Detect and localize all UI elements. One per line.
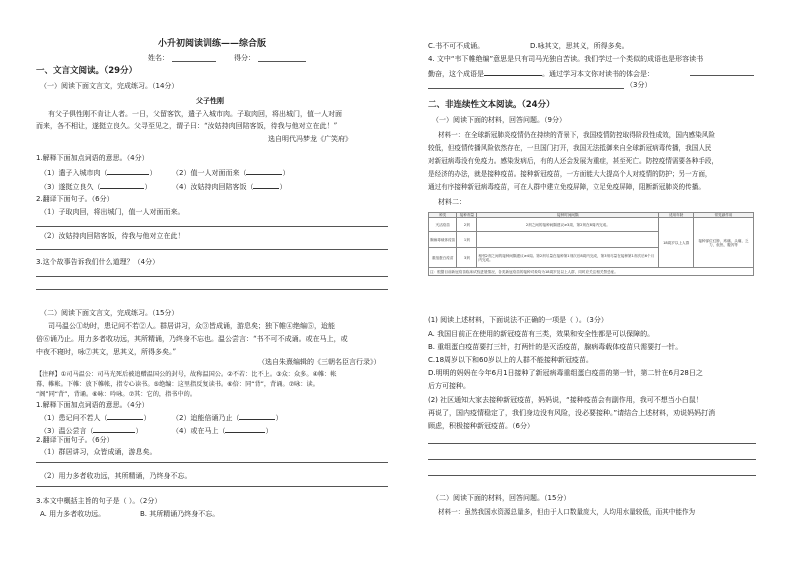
answer-line[interactable] — [428, 475, 756, 476]
material1-line: 较低，但疫情传播风险依然存在，一旦国门打开，我国无法抵御来自全球新冠病毒传播，我国人民 — [428, 144, 712, 152]
s1-question-2-line: 再说了，国内疫情稳定了，我们身边没有风险，没必要接种。”请结合上述材料，劝说妈妈打消 — [428, 409, 716, 417]
score-blank[interactable] — [258, 61, 306, 62]
answer-line[interactable] — [36, 226, 388, 227]
passage1-line: 有父子俱性刚不肯让人者。一日，父留客饮，遣子入城市肉。子取肉回，将出城门，值一人对面 — [48, 110, 342, 118]
table-note: 注：根据目前新冠疫苗临床试验进展情况，各类新冠疫苗的接种对象均为18周岁及以上人群，同时应关注相关禁忌症。 — [429, 268, 754, 276]
passage1-heading: （一）阅读下面文言文，完成练习。（14分） — [40, 82, 179, 90]
s1-question-2-line: 顾虑，积极接种新冠疫苗。（6分） — [428, 422, 534, 430]
section2-heading: 二、非连续性文本阅读。（24分） — [428, 100, 555, 110]
passage2-note: 幕、帷帐。下帷：放下帷帐，指专心读书。⑤绝编：这里指反复读书。⑥倍：同“背”，背诵。⑦咏：读。 — [36, 381, 319, 388]
p2-q4-line: 勤奋，这个成语是 。通过学习本文你对读书的体会是： — [428, 70, 654, 78]
p2-q2-sentence: （1）群居讲习，众皆成诵，游息矣。 — [40, 448, 157, 456]
answer-line[interactable] — [36, 276, 388, 277]
table-header-cell: 常见副作用 — [694, 213, 754, 218]
material1-line: 通过有序接种新冠病毒疫苗，可在人群中建立免疫屏障，立足免疫屏障，阻断新冠肺炎的传播。 — [428, 183, 705, 191]
p1-q1-item: （1）遣子入城市肉（ ） — [40, 169, 157, 177]
material1-line: 对新冠病毒没有免疫力。感染发病后，有的人还会发展为重症，甚至死亡。防控疫情需要各种手段， — [428, 157, 719, 165]
answer-blank[interactable] — [100, 181, 144, 189]
answer-blank[interactable] — [107, 412, 143, 420]
passage2-line: 司马温公①幼时，患记问不若②人。群居讲习，众③皆成诵，游息矣；独下帷④绝编⑤，迨能 — [48, 322, 335, 330]
p1-question-3: 3.这个故事告诉我们什么道理？（4分） — [36, 258, 160, 266]
answer-line[interactable] — [428, 443, 756, 444]
table-note-row — [429, 268, 754, 276]
passage2-note: 【注释】①司马温公：司马光死后被追赠温国公的封号，故称温国公。②不若：比不上。③众：众多。④帷：帐 — [36, 371, 337, 378]
table-header-cell: 接种剂量 — [457, 213, 477, 218]
passage2-note: “阁”同“背”，背诵。⑥咏：吟咏。⑦其：它的，指书中的。 — [36, 391, 197, 398]
material1-line: 材料一：在全球新冠肺炎疫情仍在持续的背景下，我国疫情防控取得阶段性成效，国内感染风险 — [438, 131, 715, 139]
answer-blank[interactable] — [239, 412, 275, 420]
page-title: 小升初阅读训练——综合版 — [158, 39, 267, 49]
answer-line[interactable] — [36, 486, 388, 487]
s1-q1-option[interactable]: B. 重组蛋白疫苗要打三针，打两针的是灭活疫苗，腺病毒载体疫苗只需要打一针。 — [428, 343, 683, 351]
table-cell: 腺病毒载体疫苗 — [429, 232, 457, 248]
answer-blank[interactable] — [225, 425, 265, 433]
material1-line: 是经济的办法，就是接种疫苗。接种新冠疫苗，一方面能大大提高个人对疫情的防护；另一方面， — [428, 170, 712, 178]
p1-question-2: 2.翻译下面句子。（6分） — [36, 195, 114, 203]
p2-question-3: 3.本文中概括主旨的句子是（ ）。（2分） — [36, 497, 162, 505]
answer-blank[interactable] — [253, 181, 279, 189]
answer-blank[interactable] — [107, 167, 149, 175]
p2-question-1: 1.解释下面加点词语的意思。（4分） — [36, 401, 149, 409]
s1-question-1: (1) 阅读上述材料，下面说法不正确的一项是（ ）。（3分） — [428, 316, 608, 324]
passage1-source: 选自明代冯梦龙《广笑府》 — [268, 135, 352, 143]
answer-line[interactable] — [36, 289, 388, 290]
passage2-line: 倍⑥诵乃止。用力多者收功远，其所精诵，乃终身不忘也。温公尝言：“书不可不成诵。或在马上，或 — [36, 335, 348, 343]
table-cell-age: 18周岁以上人群 — [659, 218, 694, 268]
p2-q3-option-d[interactable]: D.咏其文，思其义，所得多矣。 — [530, 42, 629, 50]
name-blank[interactable] — [172, 61, 216, 62]
answer-line[interactable] — [690, 75, 754, 76]
table-cell — [477, 232, 659, 248]
table-cell: 2剂 — [457, 218, 477, 232]
p1-q1-item: （2）值一人对面而来（ ） — [172, 169, 290, 177]
p2-q1-item: （4）或在马上（ ） — [172, 427, 273, 435]
answer-blank[interactable] — [246, 167, 282, 175]
table-cell: 重组蛋白疫苗 — [429, 248, 457, 268]
s1-q1-option[interactable]: D.明明的妈妈在今年6月1日接种了新冠病毒重组蛋白疫苗的第一针，第二针在6月28日之 — [428, 369, 703, 377]
passage1-title: 父子性刚 — [196, 97, 224, 105]
name-label: 姓名： — [148, 54, 169, 62]
p2-q2-sentence: （2）用力多者收功远，其所精诵，乃终身不忘。 — [40, 472, 192, 480]
p1-question-1: 1.解释下面加点词语的意思。（4分） — [36, 154, 149, 162]
s1-q1-option-cont: 后方可接种。 — [428, 382, 470, 390]
answer-line[interactable] — [428, 459, 756, 460]
table-cell: 2剂之间的接种间隔建议≥3周，第2剂在8周内完成。 — [477, 218, 659, 232]
p2-q3-option-c[interactable]: C.书不可不成诵。 — [428, 42, 485, 50]
p2-question-4: 4. 文中“韦下帷绝编”意思是只有司马光独自苦读。我们学过一个类似的成语也是形容读书 — [428, 55, 704, 63]
table-cell: 相邻2剂之间的接种间隔建议≥4周。第2剂尽量在接种第1剂次后8周内完成，第3剂尽量在接种第1剂次后6个月内完成。 — [477, 248, 659, 268]
table-cell-side-effects: 接种部位红肿，疼痛，头痛，乏力，低热，腹泻等 — [694, 218, 754, 268]
table-cell: 灭活疫苗 — [429, 218, 457, 232]
passage2-source: （选自朱熹编辑的《三朝名臣言行录》） — [258, 358, 381, 366]
subsection2-heading: （二）阅读下面的材料，回答问题。（15分） — [432, 494, 571, 502]
p2-q1-item: （3）温公尝言（ ） — [40, 427, 143, 435]
p2-q3-option-b[interactable]: B. 其所精诵乃终身不忘。 — [140, 510, 220, 518]
p2-q1-item: （1）患记问不若人（ ） — [40, 414, 151, 422]
passage1-line: 而来，各不相让，遂挺立良久。父寻至见之，谓子曰：“汝姑持肉回陪客饭，待我与他对立在此！” — [36, 122, 338, 130]
answer-blank[interactable] — [93, 425, 135, 433]
material-line: 材料一：虽然我国水资源总量多，但由于人口数量庞大，人均用水量较低，而其中能作为 — [438, 508, 696, 516]
material2-label: 材料二： — [438, 198, 466, 206]
table-row — [429, 218, 754, 232]
section1-heading: 一、文言文阅读。（29分） — [36, 66, 138, 76]
p1-q1-item: （3）遂挺立良久（ ） — [40, 183, 152, 191]
table-header-cell: 适用年龄 — [659, 213, 694, 218]
answer-line[interactable] — [428, 88, 624, 89]
passage2-line: 中夜不寝时，咏⑦其文，思其义，所得多矣。” — [36, 348, 177, 356]
s1-question-2: (2) 社区通知大家去接种新冠疫苗，妈妈说，“接种疫苗会有副作用，我可不想当小白鼠！ — [428, 396, 703, 404]
answer-blank[interactable] — [484, 68, 542, 76]
passage2-heading: （二）阅读下面文言文，完成练习。（15分） — [40, 309, 179, 317]
p2-question-2: 2.翻译下面句子。（6分） — [36, 436, 114, 444]
table-cell: 3剂 — [457, 248, 477, 268]
p2-q4-score: （3分） — [626, 81, 652, 89]
score-label: 得分： — [234, 54, 255, 62]
p2-q3-option-a[interactable]: A. 用力多者收功远。 — [40, 510, 106, 518]
p1-q2-sentence: （2）汝姑持肉回陪客饭，待我与他对立在此！ — [40, 232, 185, 240]
subsection1-heading: （一）阅读下面的材料，回答问题。（9分） — [432, 116, 566, 124]
p2-q1-item: （2）迨能倍诵乃止（ ） — [172, 414, 283, 422]
s1-q1-option[interactable]: A. 我国目前正在使用的新冠疫苗有三类，效果和安全性都是可以保障的。 — [428, 330, 655, 338]
answer-line[interactable] — [36, 462, 388, 463]
table-cell: 1剂 — [457, 232, 477, 248]
p1-q2-sentence: （1）子取肉回，将出城门，值一人对面而来。 — [40, 208, 185, 216]
table-header-cell: 接种时间间隔 — [477, 213, 659, 218]
table-header-cell: 种类 — [429, 213, 457, 218]
s1-q1-option[interactable]: C.18周岁以下和60岁以上的人群不能接种新冠疫苗。 — [428, 356, 593, 364]
p1-q1-item: （4）汝姑持肉回陪客饭（ ） — [172, 183, 287, 191]
answer-line[interactable] — [36, 249, 388, 250]
vaccine-table — [428, 212, 754, 276]
